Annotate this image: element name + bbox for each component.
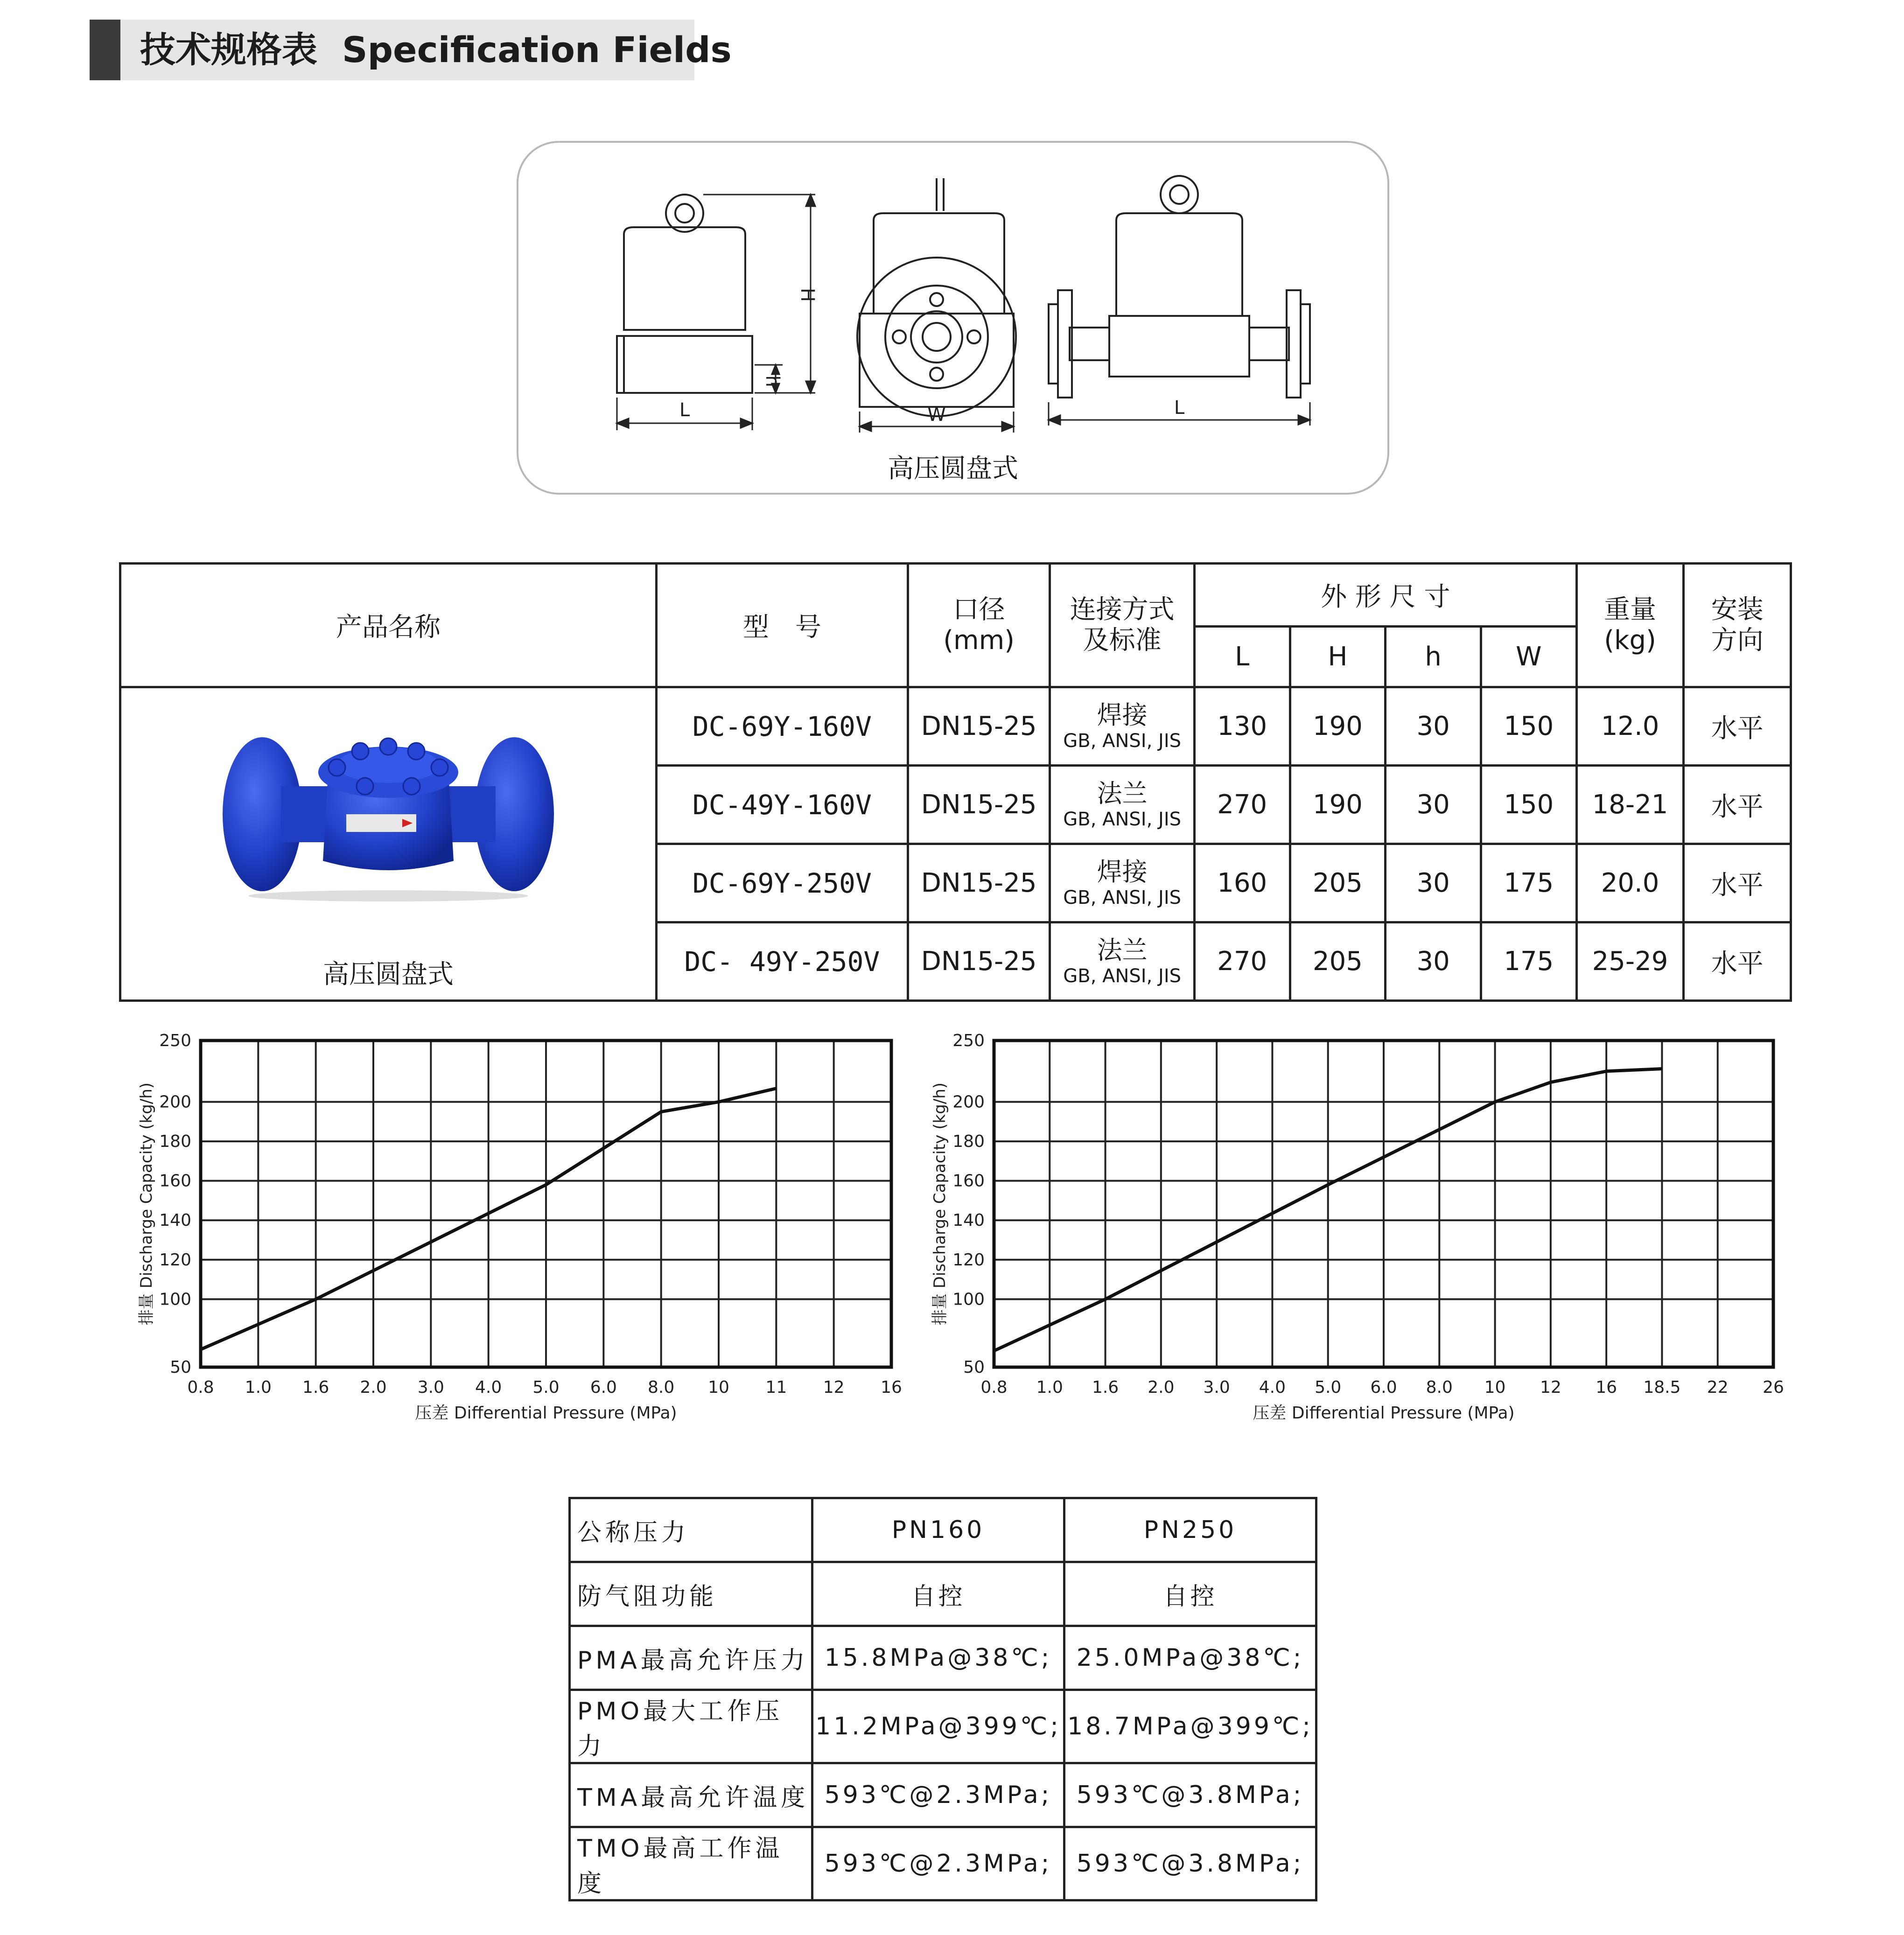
prop-pn250: 25.0MPa@38℃; xyxy=(1064,1626,1316,1690)
x-tick-label: 2.0 xyxy=(1148,1378,1175,1397)
cell-connection xyxy=(1050,844,1194,922)
header-diameter-line2: (mm) xyxy=(943,625,1015,656)
y-tick-label: 50 xyxy=(170,1358,191,1377)
y-tick-label: 180 xyxy=(952,1132,985,1152)
cell-L: 160 xyxy=(1194,844,1290,922)
table-row xyxy=(120,687,1791,766)
header-connection-line1: 连接方式 xyxy=(1070,594,1175,625)
dim-label-L2: L xyxy=(1174,397,1185,419)
x-tick-label: 6.0 xyxy=(1370,1378,1397,1397)
cell-conn-type: 法兰 xyxy=(1097,935,1148,965)
diagram-caption: 高压圆盘式 xyxy=(888,454,1018,484)
header-product: 产品名称 xyxy=(120,564,657,687)
y-tick-label: 140 xyxy=(952,1211,985,1230)
x-tick-label: 4.0 xyxy=(475,1378,502,1397)
x-tick-label: 22 xyxy=(1707,1378,1729,1397)
header-weight-line2: (kg) xyxy=(1604,625,1656,656)
cell-model: DC- 49Y-250V xyxy=(656,922,908,1001)
cell-W: 175 xyxy=(1481,922,1576,1001)
y-tick-label: 250 xyxy=(952,1031,985,1050)
cell-direction: 水平 xyxy=(1684,766,1791,844)
header-install-line2: 方向 xyxy=(1711,625,1764,656)
table-row xyxy=(570,1763,1316,1827)
cell-L: 130 xyxy=(1194,687,1290,766)
header-accent-bar xyxy=(90,20,120,80)
cell-L: 270 xyxy=(1194,922,1290,1001)
cell-W: 150 xyxy=(1481,766,1576,844)
header-L: L xyxy=(1194,627,1290,687)
cell-h: 30 xyxy=(1386,687,1481,766)
cell-conn-type: 焊接 xyxy=(1097,700,1148,730)
y-tick-label: 200 xyxy=(952,1092,985,1112)
product-name: 高压圆盘式 xyxy=(322,959,454,990)
product-cell xyxy=(120,687,657,1001)
dimension-diagram xyxy=(517,141,1389,495)
cell-conn-type: 法兰 xyxy=(1097,778,1148,808)
table-row xyxy=(570,1690,1316,1763)
x-tick-label: 5.0 xyxy=(532,1378,560,1397)
header-weight-line1: 重量 xyxy=(1604,594,1657,625)
properties-table xyxy=(568,1497,1317,1901)
cell-dn: DN15-25 xyxy=(908,766,1050,844)
dim-label-W: W xyxy=(927,404,946,426)
capacity-chart-pn250 xyxy=(919,1027,1797,1465)
y-tick-label: 120 xyxy=(952,1250,985,1270)
table-row xyxy=(570,1827,1316,1900)
prop-label: 防气阻功能 xyxy=(570,1562,812,1626)
cell-dn: DN15-25 xyxy=(908,922,1050,1001)
cell-direction: 水平 xyxy=(1684,844,1791,922)
x-tick-label: 11 xyxy=(765,1378,787,1397)
flanged-view-drawing xyxy=(1049,176,1310,398)
cell-conn-std: GB, ANSI, JIS xyxy=(1063,965,1182,987)
x-tick-label: 1.6 xyxy=(302,1378,329,1397)
x-tick-label: 1.0 xyxy=(245,1378,272,1397)
cell-H: 190 xyxy=(1290,687,1386,766)
prop-pn160: 593℃@2.3MPa; xyxy=(812,1763,1064,1827)
cell-weight: 18-21 xyxy=(1576,766,1684,844)
header-connection-line2: 及标准 xyxy=(1083,625,1162,656)
x-tick-label: 10 xyxy=(708,1378,729,1397)
cell-W: 175 xyxy=(1481,844,1576,922)
x-tick-label: 6.0 xyxy=(590,1378,617,1397)
header-dimensions: 外 形 尺 寸 xyxy=(1194,564,1576,627)
prop-pn160: 593℃@2.3MPa; xyxy=(812,1827,1064,1900)
prop-pn160: 11.2MPa@399℃; xyxy=(812,1690,1064,1763)
header-weight xyxy=(1576,564,1684,687)
prop-label: PMO最大工作压力 xyxy=(570,1690,812,1763)
cell-conn-std: GB, ANSI, JIS xyxy=(1063,887,1182,908)
cell-conn-std: GB, ANSI, JIS xyxy=(1063,808,1182,830)
table-row xyxy=(570,1562,1316,1626)
cell-model: DC-69Y-250V xyxy=(656,844,908,922)
cell-direction: 水平 xyxy=(1684,687,1791,766)
y-tick-label: 160 xyxy=(952,1171,985,1191)
dim-label-H: H xyxy=(797,287,818,302)
spec-table xyxy=(119,562,1792,1002)
y-tick-label: 100 xyxy=(952,1290,985,1309)
prop-pn250: 18.7MPa@399℃; xyxy=(1064,1690,1316,1763)
x-tick-label: 2.0 xyxy=(360,1378,387,1397)
y-tick-label: 160 xyxy=(159,1171,191,1191)
cell-model: DC-49Y-160V xyxy=(656,766,908,844)
cell-connection xyxy=(1050,922,1194,1001)
cell-L: 270 xyxy=(1194,766,1290,844)
cell-dn: DN15-25 xyxy=(908,844,1050,922)
x-axis-label: 压差 Differential Pressure (MPa) xyxy=(415,1404,677,1423)
y-axis-label: 排量 Discharge Capacity (kg/h) xyxy=(931,1082,949,1326)
cell-W: 150 xyxy=(1481,687,1576,766)
header-install xyxy=(1684,564,1791,687)
header-diameter xyxy=(908,564,1050,687)
y-tick-label: 50 xyxy=(963,1358,985,1377)
cell-weight: 12.0 xyxy=(1576,687,1684,766)
section-title-en: Specification Fields xyxy=(342,29,732,70)
y-tick-label: 200 xyxy=(159,1092,191,1112)
y-tick-label: 250 xyxy=(159,1031,191,1050)
x-tick-label: 16 xyxy=(881,1378,902,1397)
x-tick-label: 3.0 xyxy=(417,1378,444,1397)
header-install-line1: 安装 xyxy=(1711,594,1764,625)
table-row xyxy=(570,1626,1316,1690)
x-tick-label: 0.8 xyxy=(980,1378,1008,1397)
side-view-drawing xyxy=(617,195,752,393)
prop-pn250: PN250 xyxy=(1064,1498,1316,1562)
x-tick-label: 18.5 xyxy=(1643,1378,1681,1397)
prop-pn250: 自控 xyxy=(1064,1562,1316,1626)
header-h: h xyxy=(1386,627,1481,687)
dim-label-h: h xyxy=(762,375,783,387)
cell-weight: 20.0 xyxy=(1576,844,1684,922)
x-axis-label: 压差 Differential Pressure (MPa) xyxy=(1253,1404,1515,1423)
prop-pn160: 自控 xyxy=(812,1562,1064,1626)
cell-H: 190 xyxy=(1290,766,1386,844)
cell-weight: 25-29 xyxy=(1576,922,1684,1001)
header-H: H xyxy=(1290,627,1386,687)
cell-connection xyxy=(1050,766,1194,844)
y-tick-label: 120 xyxy=(159,1250,191,1270)
cell-connection xyxy=(1050,687,1194,766)
y-tick-label: 140 xyxy=(159,1211,191,1230)
prop-label: 公称压力 xyxy=(570,1498,812,1562)
x-tick-label: 1.6 xyxy=(1092,1378,1119,1397)
x-tick-label: 10 xyxy=(1484,1378,1506,1397)
dim-label-L: L xyxy=(679,399,690,421)
header-W: W xyxy=(1481,627,1576,687)
x-tick-label: 5.0 xyxy=(1315,1378,1342,1397)
table-row xyxy=(570,1498,1316,1562)
capacity-chart-pn160 xyxy=(126,1027,919,1465)
header-connection xyxy=(1050,564,1194,687)
prop-pn160: 15.8MPa@38℃; xyxy=(812,1626,1064,1690)
cell-conn-std: GB, ANSI, JIS xyxy=(1063,730,1182,752)
y-axis-label: 排量 Discharge Capacity (kg/h) xyxy=(137,1082,156,1326)
front-view-drawing xyxy=(857,178,1016,416)
x-tick-label: 3.0 xyxy=(1203,1378,1230,1397)
cell-dn: DN15-25 xyxy=(908,687,1050,766)
section-title-cn: 技术规格表 xyxy=(140,29,317,70)
cell-h: 30 xyxy=(1386,844,1481,922)
section-title xyxy=(140,20,732,80)
header-diameter-line1: 口径 xyxy=(952,594,1005,625)
cell-direction: 水平 xyxy=(1684,922,1791,1001)
header-model: 型 号 xyxy=(656,564,908,687)
x-tick-label: 16 xyxy=(1596,1378,1617,1397)
cell-model: DC-69Y-160V xyxy=(656,687,908,766)
x-tick-label: 26 xyxy=(1763,1378,1784,1397)
x-tick-label: 8.0 xyxy=(1426,1378,1453,1397)
prop-pn160: PN160 xyxy=(812,1498,1064,1562)
prop-pn250: 593℃@3.8MPa; xyxy=(1064,1827,1316,1900)
cell-conn-type: 焊接 xyxy=(1097,857,1148,887)
product-photo xyxy=(211,707,566,903)
x-tick-label: 1.0 xyxy=(1036,1378,1063,1397)
cell-h: 30 xyxy=(1386,922,1481,1001)
x-tick-label: 0.8 xyxy=(187,1378,214,1397)
cell-H: 205 xyxy=(1290,922,1386,1001)
y-tick-label: 180 xyxy=(159,1132,191,1152)
cell-h: 30 xyxy=(1386,766,1481,844)
x-tick-label: 12 xyxy=(823,1378,845,1397)
prop-label: TMO最高工作温度 xyxy=(570,1827,812,1900)
x-tick-label: 8.0 xyxy=(648,1378,675,1397)
prop-label: PMA最高允许压力 xyxy=(570,1626,812,1690)
x-tick-label: 4.0 xyxy=(1259,1378,1286,1397)
prop-label: TMA最高允许温度 xyxy=(570,1763,812,1827)
y-tick-label: 100 xyxy=(159,1290,191,1309)
cell-H: 205 xyxy=(1290,844,1386,922)
prop-pn250: 593℃@3.8MPa; xyxy=(1064,1763,1316,1827)
x-tick-label: 12 xyxy=(1540,1378,1561,1397)
